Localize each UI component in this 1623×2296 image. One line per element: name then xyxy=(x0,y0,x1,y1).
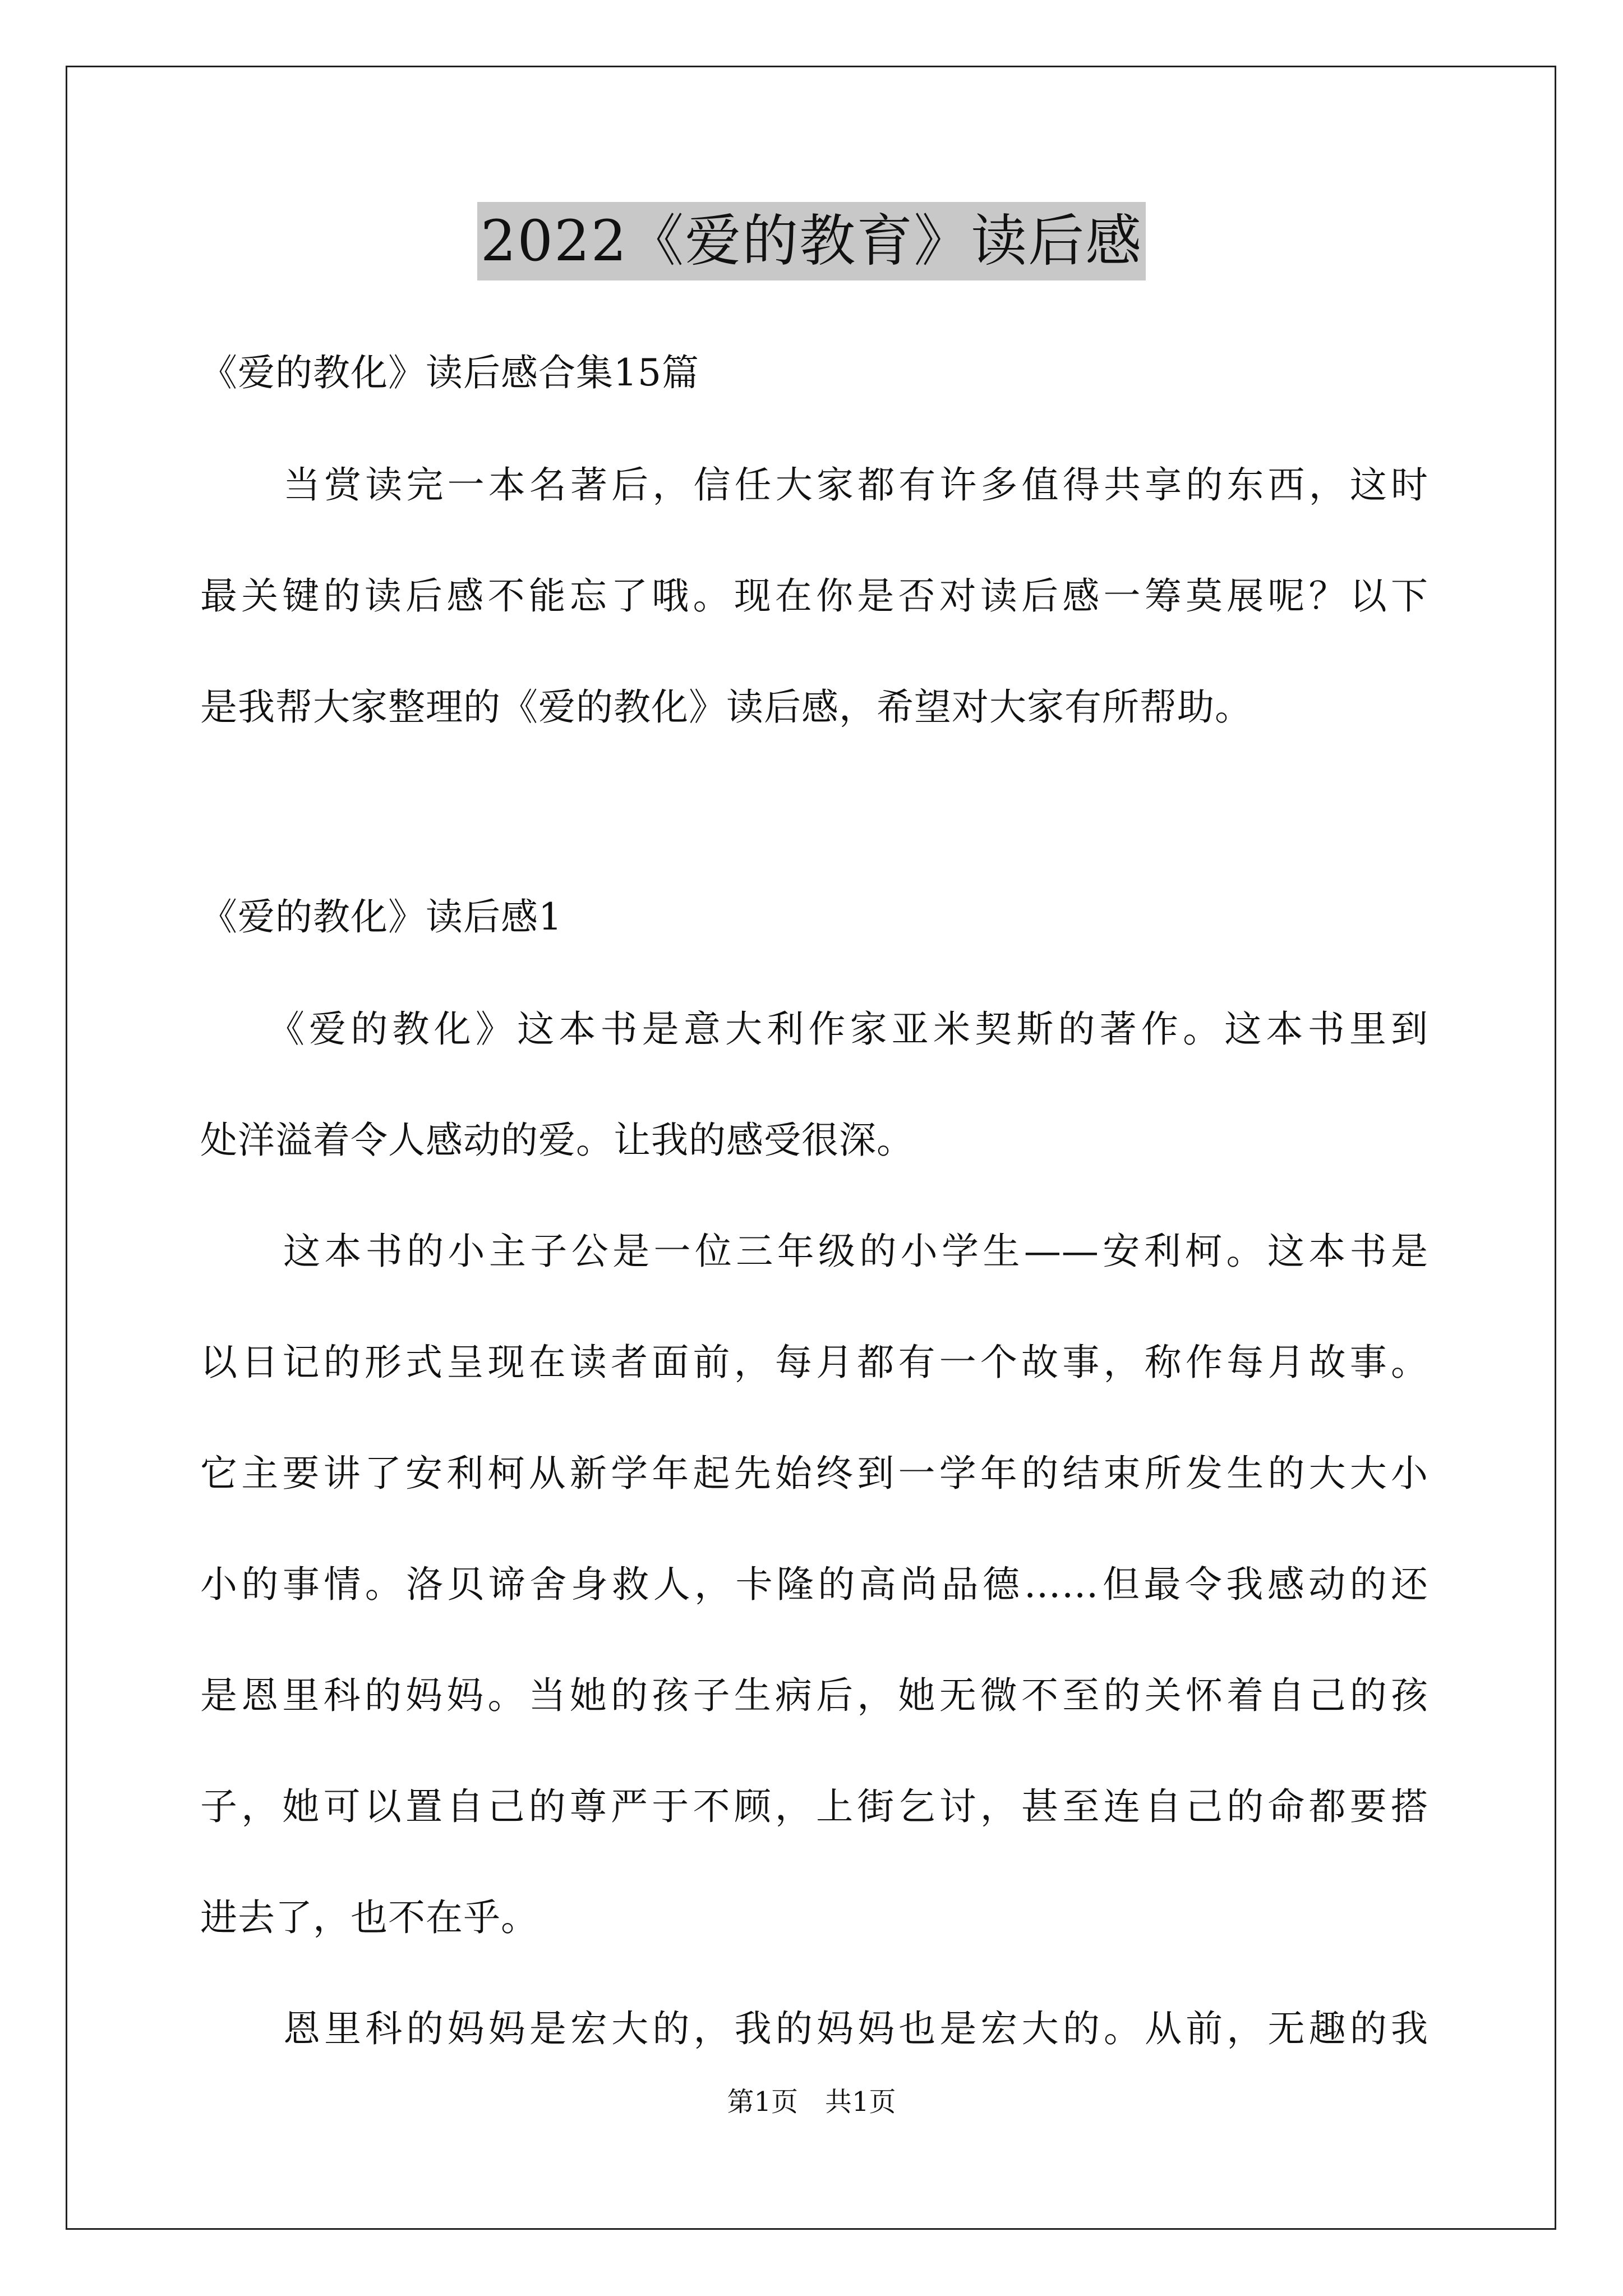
paragraph-line: 恩里科的妈妈是宏大的，我的妈妈也是宏大的。从前，无趣的我 xyxy=(283,2007,1428,2050)
paragraph-line: 《爱的教化》这本书是意大利作家亚米契斯的著作。这本书里到 xyxy=(268,1007,1428,1051)
paragraph-line: 子，她可以置自己的尊严于不顾，上街乞讨，甚至连自己的命都要搭 xyxy=(200,1785,1428,1828)
paragraph-line: 以日记的形式呈现在读者面前，每月都有一个故事，称作每月故事。 xyxy=(200,1341,1428,1384)
paragraph-line: 当赏读完一本名著后，信任大家都有许多值得共享的东西，这时 xyxy=(283,463,1428,507)
paragraph-line: 这本书的小主子公是一位三年级的小学生——安利柯。这本书是 xyxy=(283,1230,1428,1273)
paragraph-line: 是恩里科的妈妈。当她的孩子生病后，她无微不至的关怀着自己的孩 xyxy=(200,1674,1428,1717)
title-container xyxy=(0,202,1623,280)
paragraph-line: 小的事情。洛贝谛舍身救人，卡隆的高尚品德……但最令我感动的还 xyxy=(200,1563,1428,1606)
subtitle-line: 《爱的教化》读后感合集15篇 xyxy=(200,351,699,394)
section-heading: 《爱的教化》读后感1 xyxy=(200,895,562,938)
paragraph-line: 进去了，也不在乎。 xyxy=(200,1896,538,1939)
paragraph-line: 它主要讲了安利柯从新学年起先始终到一学年的结束所发生的大大小 xyxy=(200,1452,1428,1495)
page-footer: 第1页 共1页 xyxy=(727,2086,896,2118)
document-title: 2022《爱的教育》读后感 xyxy=(477,202,1146,280)
paragraph-line: 处洋溢着令人感动的爱。让我的感受很深。 xyxy=(200,1119,914,1162)
paragraph-line: 最关键的读后感不能忘了哦。现在你是否对读后感一筹莫展呢？以下 xyxy=(200,574,1428,618)
paragraph-line: 是我帮大家整理的《爱的教化》读后感，希望对大家有所帮助。 xyxy=(200,685,1252,729)
